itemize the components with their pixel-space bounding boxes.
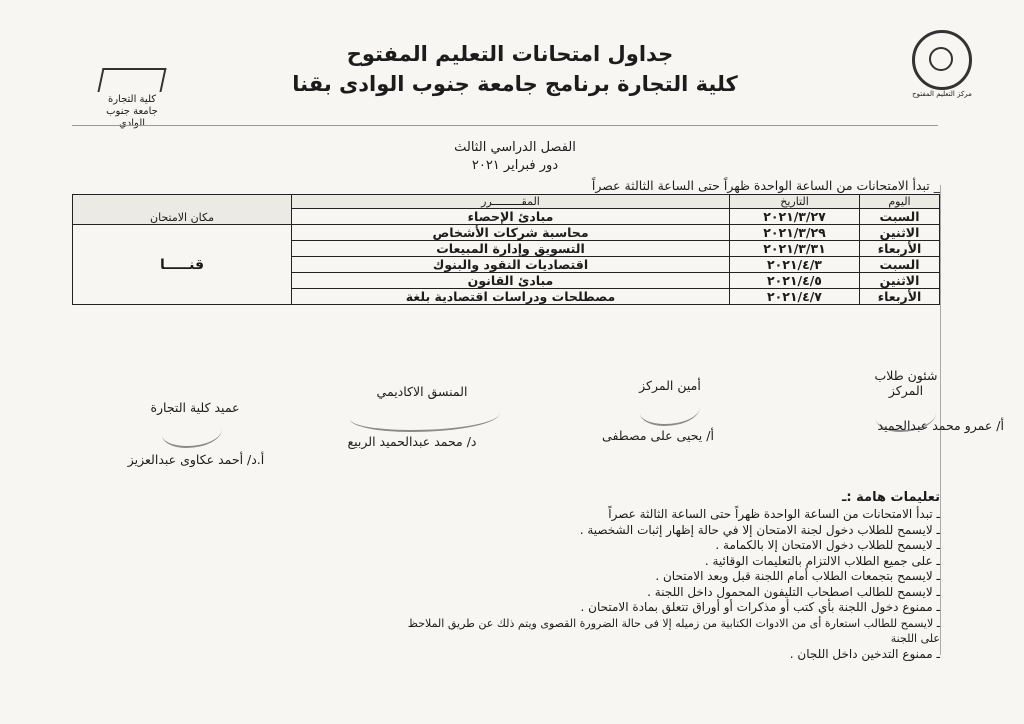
row-date: ٢٠٢١/٤/٣ — [730, 257, 860, 273]
page-title: جداول امتحانات التعليم المفتوح — [346, 42, 674, 66]
row-course: مبادئ الإحصاء — [292, 209, 730, 225]
header-divider — [72, 125, 938, 126]
header-date: التاريخ — [730, 195, 860, 209]
list-item: ـ ممنوع دخول اللجنة بأي كتب أو مذكرات أو أوراق تتعلق بمادة الامتحان . — [580, 600, 940, 614]
row-course: التسويق وإدارة المبيعات — [292, 241, 730, 257]
list-item: ـ على جميع الطلاب الالتزام بالتعليمات الوقائية . — [704, 553, 940, 568]
signature-mark — [640, 394, 700, 426]
header-day: اليوم — [860, 195, 940, 209]
logo-left-sub: جامعة جنوب الوادي — [106, 106, 158, 129]
exam-schedule-table — [72, 194, 940, 305]
list-item: ـ لايسمح للطلاب دخول الامتحان إلا بالكمامة . — [715, 538, 940, 552]
page-subtitle: كلية التجارة برنامج جامعة جنوب الوادى بقنا — [292, 72, 738, 96]
table-header-row — [73, 195, 940, 209]
row-course: مصطلحات ودراسات اقتصادية بلغة — [292, 289, 730, 305]
row-course: اقتصاديات النقود والبنوك — [292, 257, 730, 273]
row-course: محاسبة شركات الأشخاص — [292, 225, 730, 241]
commerce-faculty-logo — [98, 68, 166, 130]
row-date: ٢٠٢١/٣/٣١ — [730, 241, 860, 257]
row-date: ٢٠٢١/٤/٥ — [730, 273, 860, 289]
list-item: ـ تبدأ الامتحانات من الساعة الواحدة ظهراً حتى الساعة الثالثة عصراً — [608, 507, 940, 521]
logo-right-text: مركز التعليم المفتوح — [912, 90, 972, 98]
time-note: _ تبدأ الامتحانات من الساعة الواحدة ظهراً حتى الساعة الثالثة عصراً — [591, 178, 940, 193]
affairs-title: شئون طلاب المركز — [874, 368, 938, 398]
secretary-title: أمين المركز — [639, 378, 701, 393]
list-item: ـ لايسمح للطلاب دخول لجنة الامتحان إلا في حالة إظهار إثبات الشخصية . — [579, 522, 940, 537]
open-education-logo — [905, 30, 979, 98]
dean-title: عميد كلية التجارة — [150, 400, 240, 415]
place-cell: قنـــــا — [73, 225, 292, 305]
affairs-name: أ/ عمرو محمد عبدالحميد — [877, 418, 1004, 433]
row-day: الاثنين — [860, 225, 940, 241]
row-day: الاثنين — [860, 273, 940, 289]
header-course: المقـــــــــرر — [292, 195, 730, 209]
round-label: دور فبراير ٢٠٢١ — [471, 158, 559, 173]
row-date: ٢٠٢١/٣/٢٧ — [730, 209, 860, 225]
row-date: ٢٠٢١/٤/٧ — [730, 289, 860, 305]
logo-left-text: كلية التجارة — [107, 94, 157, 105]
row-day: السبت — [860, 257, 940, 273]
row-day: الأربعاء — [860, 289, 940, 305]
row-day: السبت — [860, 209, 940, 225]
signature-mark — [162, 416, 222, 448]
secretary-name: أ/ يحيى على مصطفى — [602, 428, 714, 443]
list-item: ـ لايسمح للطالب اصطحاب التليفون المحمول داخل اللجنة . — [647, 584, 940, 599]
coordinator-title: المنسق الاكاديمي — [376, 384, 468, 399]
dean-name: أ.د/ أحمد عكاوى عبدالعزيز — [127, 452, 265, 467]
building-icon — [97, 68, 166, 92]
instructions-title: تعليمات هامة :ـ — [841, 490, 940, 505]
row-date: ٢٠٢١/٣/٢٩ — [730, 225, 860, 241]
list-item: ـ ممنوع التدخين داخل اللجان . — [789, 646, 940, 661]
seal-icon — [912, 30, 972, 90]
instructions-list — [392, 507, 940, 662]
coordinator-name: د/ محمد عبدالحميد الربيع — [347, 434, 477, 449]
row-course: مبادئ القانون — [292, 273, 730, 289]
header-place: مكان الامتحان — [73, 195, 292, 225]
list-item: ـ لايسمح بتجمعات الطلاب أمام اللجنة قبل وبعد الامتحان . — [655, 569, 940, 583]
list-item: ـ لايسمح للطالب استعارة أى من الادوات الكتابية من زميله إلا فى حالة الضرورة القصوى ويتم ذلك عن طريق الملاحظ على اللجنة — [407, 616, 940, 645]
signature-mark — [350, 400, 500, 432]
semester-label: الفصل الدراسي الثالث — [454, 140, 576, 155]
row-day: الأربعاء — [860, 241, 940, 257]
